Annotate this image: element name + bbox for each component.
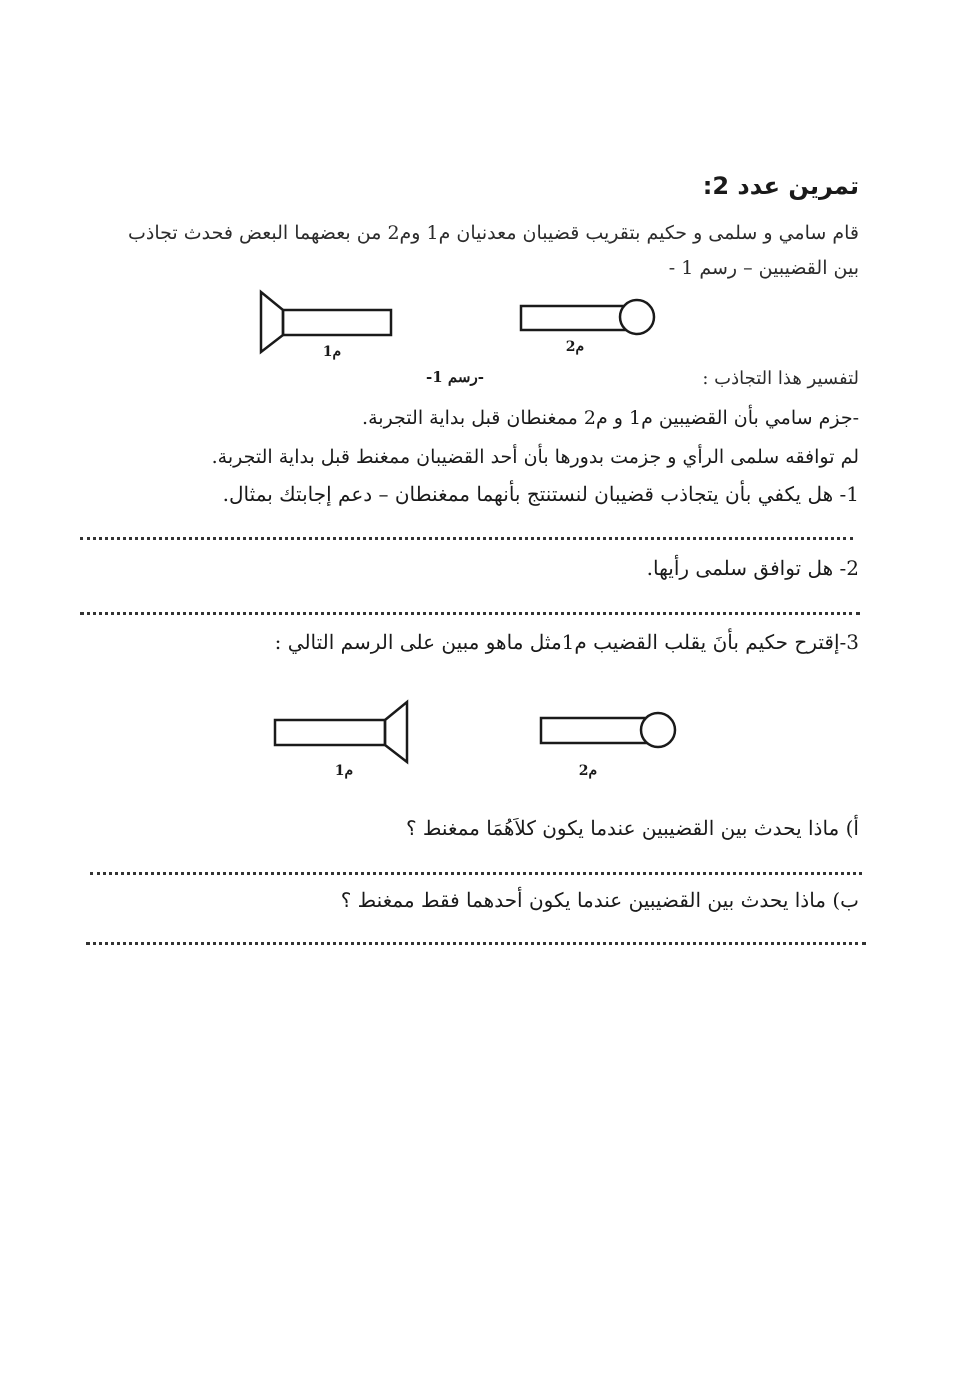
figure2-rod1: [275, 702, 407, 762]
figure1-caption: -رسم 1-: [426, 368, 484, 386]
figure2-rod2: [541, 713, 675, 747]
answer-line-1[interactable]: [80, 537, 853, 540]
exercise-title: تمرين عدد 2:: [702, 172, 859, 200]
figure1-rod1-label: م1: [322, 344, 342, 360]
figure2-rod2-label: م2: [578, 763, 598, 779]
question-3a: أ) ماذا يحدث بين القضيبين عندما يكون كلاَهُمَا ممغنط ؟: [405, 816, 859, 840]
intro-line-2: بين القضيبين – رسم 1 -: [668, 257, 859, 279]
figure2-rod1-label: م1: [334, 763, 354, 779]
explanation-heading: لتفسير هذا التجاذب :: [702, 368, 859, 389]
answer-line-3b[interactable]: [86, 942, 866, 945]
question-3: 3-إقترح حكيم بأنَ يقلب القضيب م1مثل ماهو مبين على الرسم التالي :: [274, 630, 859, 654]
figure1-rod1: [261, 292, 391, 352]
salma-claim: لم توافقه سلمى الرأي و جزمت بدورها بأن أحد القضيبان ممغنط قبل بداية التجربة.: [211, 446, 859, 468]
answer-line-3a[interactable]: [90, 872, 862, 875]
question-3b: ب) ماذا يحدث بين القضيبين عندما يكون أحدهما فقط ممغنط ؟: [340, 888, 859, 912]
intro-line-1: قام سامي و سلمى و حكيم بتقريب قضيبان معدنيان م1 وم2 من بعضهما البعض فحدث تجاذب: [127, 222, 859, 244]
question-2: 2- هل توافق سلمى رأيها.: [646, 556, 859, 580]
figure1-rod2: [521, 300, 654, 334]
sami-claim: -جزم سامي بأن القضيبين م1 و م2 ممغنطان قبل بداية التجربة.: [362, 407, 859, 429]
answer-line-2[interactable]: [80, 612, 860, 615]
figure1-rod2-label: م2: [565, 339, 585, 355]
question-1: 1- هل يكفي بأن يتجاذب قضيبان لنستنتج بأنهما ممغنطان – دعم إجابتك بمثال.: [222, 482, 859, 506]
